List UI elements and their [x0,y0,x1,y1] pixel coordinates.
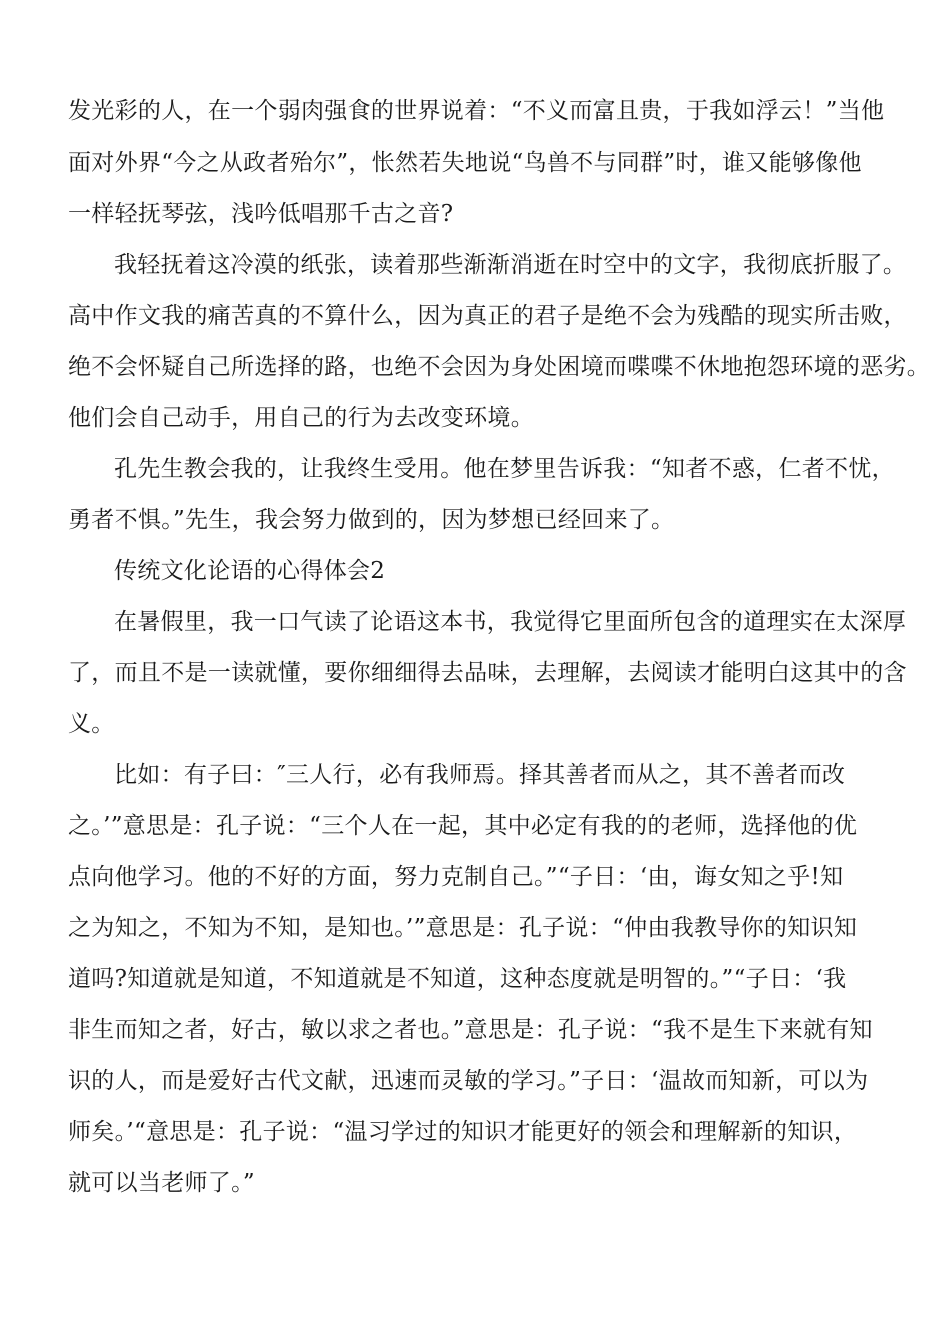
text-line: 发光彩的人，在一个弱肉强食的世界说着：“不义而富且贵，于我如浮云！”当他 [68,98,885,124]
text-line: 识的人，而是爱好古代文献，迅速而灵敏的学习。”子日：‘温故而知新，可以为 [68,1068,869,1094]
text-line: 之。’”意思是：孔子说：“三个人在一起，其中必定有我的的老师，选择他的优 [68,813,858,839]
text-line: 孔先生教会我的，让我终生受用。他在梦里告诉我：“知者不惑，仁者不忧， [114,456,895,482]
text-line: 了，而且不是一读就懂，要你细细得去品味，去理解，去阅读才能明白这其中的含 [68,660,907,686]
text-line: 之为知之，不知为不知，是知也。’”意思是：孔子说：“仲由我教导你的知识知 [68,915,858,941]
text-line: 非生而知之者，好古，敏以求之者也。”意思是：孔子说：“我不是生下来就有知 [68,1017,873,1043]
text-line: 比如：有子曰：″三人行，必有我师焉。择其善者而从之，其不善者而改 [114,762,846,788]
text-line: 我轻抚着这冷漠的纸张，读着那些渐渐消逝在时空中的文字，我彻底折服了。 [114,252,907,278]
text-line: 高中作文我的痛苦真的不算什么，因为真正的君子是绝不会为残酷的现实所击败， [68,303,907,329]
text-line: 一样轻抚琴弦，浅吟低唱那千古之音? [68,201,454,227]
text-line: 绝不会怀疑自己所选择的路，也绝不会因为身处困境而喋喋不休地抱怨环境的恶劣。 [68,354,931,380]
text-line: 点向他学习。他的不好的方面，努力克制自己。”“子日：‘由，诲女知之乎!知 [68,864,844,890]
section-heading: 传统文化论语的心得体会2 [114,558,386,584]
text-line: 道吗?知道就是知道，不知道就是不知道，这种态度就是明智的。”“子日：‘我 [68,966,847,992]
text-line: 就可以当老师了。” [68,1170,255,1196]
text-line: 他们会自己动手，用自己的行为去改变环境。 [68,405,534,431]
text-line: 义。 [68,711,115,737]
text-line: 勇者不惧。”先生，我会努力做到的，因为梦想已经回来了。 [68,507,675,533]
text-line: 面对外界“今之从政者殆尔”，怅然若失地说“鸟兽不与同群”时，谁又能够像他 [68,150,862,176]
text-line: 在暑假里，我一口气读了论语这本书，我觉得它里面所包含的道理实在太深厚 [114,609,907,635]
text-line: 师矣。’“意思是：孔子说：“温习学过的知识才能更好的领会和理解新的知识， [68,1119,858,1145]
